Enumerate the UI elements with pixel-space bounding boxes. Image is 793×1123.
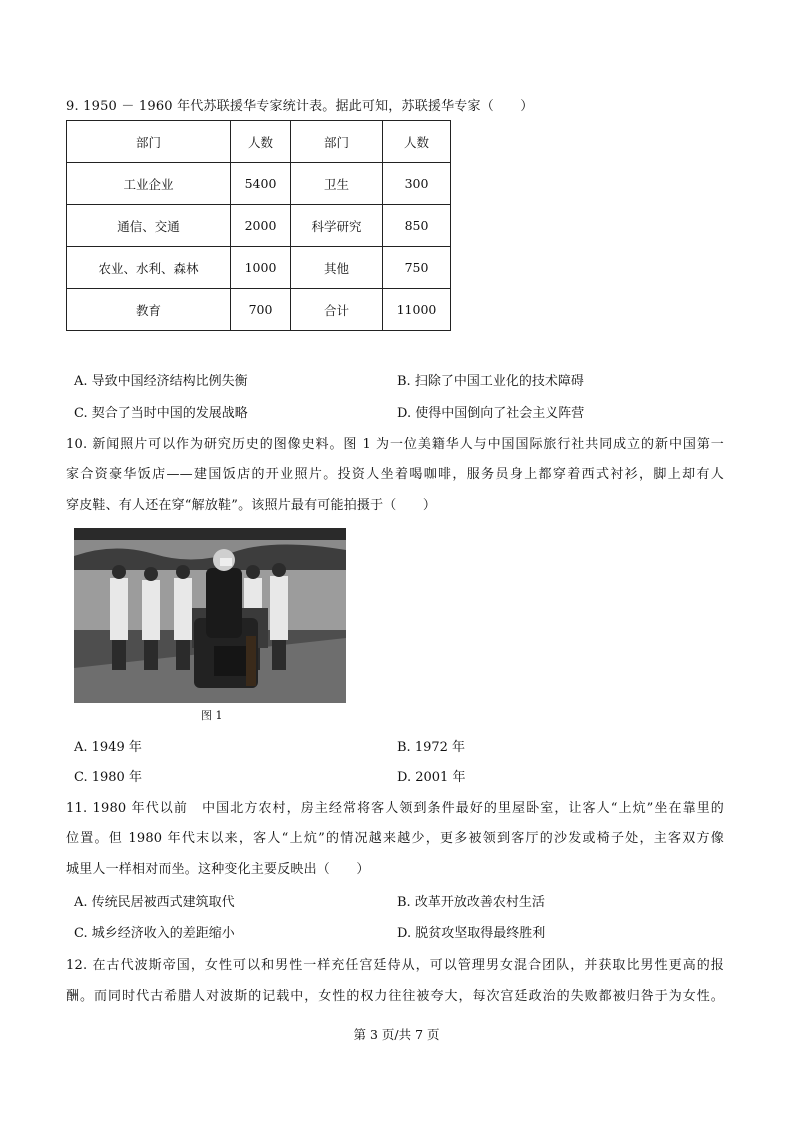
q10-stem-line-1: 10. 新闻照片可以作为研究历史的图像史料。图 1 为一位美籍华人与中国国际旅行社共同成立的新中国第一 — [66, 437, 724, 452]
q11-option-a: A. 传统民居被西式建筑取代 — [74, 895, 235, 910]
table-cell: 其他 — [291, 247, 383, 289]
q11-stem-line-3: 城里人一样相对而坐。这种变化主要反映出（ ） — [66, 862, 370, 877]
table-row — [67, 247, 451, 289]
table-row — [67, 163, 451, 205]
q11-option-c: C. 城乡经济收入的差距缩小 — [74, 926, 235, 941]
table-header-cell: 人数 — [383, 121, 451, 163]
table-cell: 卫生 — [291, 163, 383, 205]
q10-option-d: D. 2001 年 — [397, 770, 466, 785]
table-cell: 通信、交通 — [67, 205, 231, 247]
table-cell: 300 — [383, 163, 451, 205]
q10-option-b: B. 1972 年 — [397, 740, 466, 755]
q10-option-a: A. 1949 年 — [74, 740, 142, 755]
q9-option-a: A. 导致中国经济结构比例失衡 — [74, 374, 248, 389]
q9-option-d: D. 使得中国倒向了社会主义阵营 — [397, 406, 585, 421]
table-header-cell: 部门 — [291, 121, 383, 163]
table-cell: 2000 — [231, 205, 291, 247]
q10-stem-line-3: 穿皮鞋、有人还在穿“解放鞋”。该照片最有可能拍摄于（ ） — [66, 498, 437, 513]
hotel-opening-photo — [74, 528, 346, 703]
table-cell: 科学研究 — [291, 205, 383, 247]
table-header-cell: 部门 — [67, 121, 231, 163]
table-cell: 教育 — [67, 289, 231, 331]
table-cell: 合计 — [291, 289, 383, 331]
figure-caption: 图 1 — [201, 709, 223, 722]
table-row — [67, 205, 451, 247]
q11-option-d: D. 脱贫攻坚取得最终胜利 — [397, 926, 546, 941]
q10-option-c: C. 1980 年 — [74, 770, 142, 785]
table-cell: 11000 — [383, 289, 451, 331]
table-row — [67, 289, 451, 331]
table-cell: 5400 — [231, 163, 291, 205]
table-cell: 700 — [231, 289, 291, 331]
page-footer: 第 3 页/共 7 页 — [353, 1027, 440, 1042]
q11-option-b: B. 改革开放改善农村生活 — [397, 895, 545, 910]
table-header-cell: 人数 — [231, 121, 291, 163]
q12-stem-line-2: 酬。而同时代古希腊人对波斯的记载中，女性的权力往往被夸大，每次宫廷政治的失败都被归咎于为女性。 — [66, 989, 724, 1004]
q9-option-b: B. 扫除了中国工业化的技术障碍 — [397, 374, 584, 389]
q9-stem: 9. 1950 － 1960 年代苏联援华专家统计表。据此可知，苏联援华专家（ ） — [66, 99, 534, 114]
q11-stem-line-1: 11. 1980 年代以前 中国北方农村，房主经常将客人领到条件最好的里屋卧室，让客人“上炕”坐在靠里的 — [66, 801, 724, 816]
table-cell: 850 — [383, 205, 451, 247]
soviet-experts-table — [66, 120, 451, 331]
table-cell: 农业、水利、森林 — [67, 247, 231, 289]
table-cell: 工业企业 — [67, 163, 231, 205]
table-cell: 750 — [383, 247, 451, 289]
table-cell: 1000 — [231, 247, 291, 289]
q11-stem-line-2: 位置。但 1980 年代末以来，客人“上炕”的情况越来越少，更多被领到客厅的沙发或椅子处，主客双方像 — [66, 831, 724, 846]
table-header-row — [67, 121, 451, 163]
q10-stem-line-2: 家合资豪华饭店——建国饭店的开业照片。投资人坐着喝咖啡，服务员身上都穿着西式衬衫，脚上却有人 — [66, 467, 724, 482]
q12-stem-line-1: 12. 在古代波斯帝国，女性可以和男性一样充任宫廷侍从，可以管理男女混合团队，并获取比男性更高的报 — [66, 958, 724, 973]
photo-illustration — [74, 528, 346, 703]
q9-option-c: C. 契合了当时中国的发展战略 — [74, 406, 248, 421]
